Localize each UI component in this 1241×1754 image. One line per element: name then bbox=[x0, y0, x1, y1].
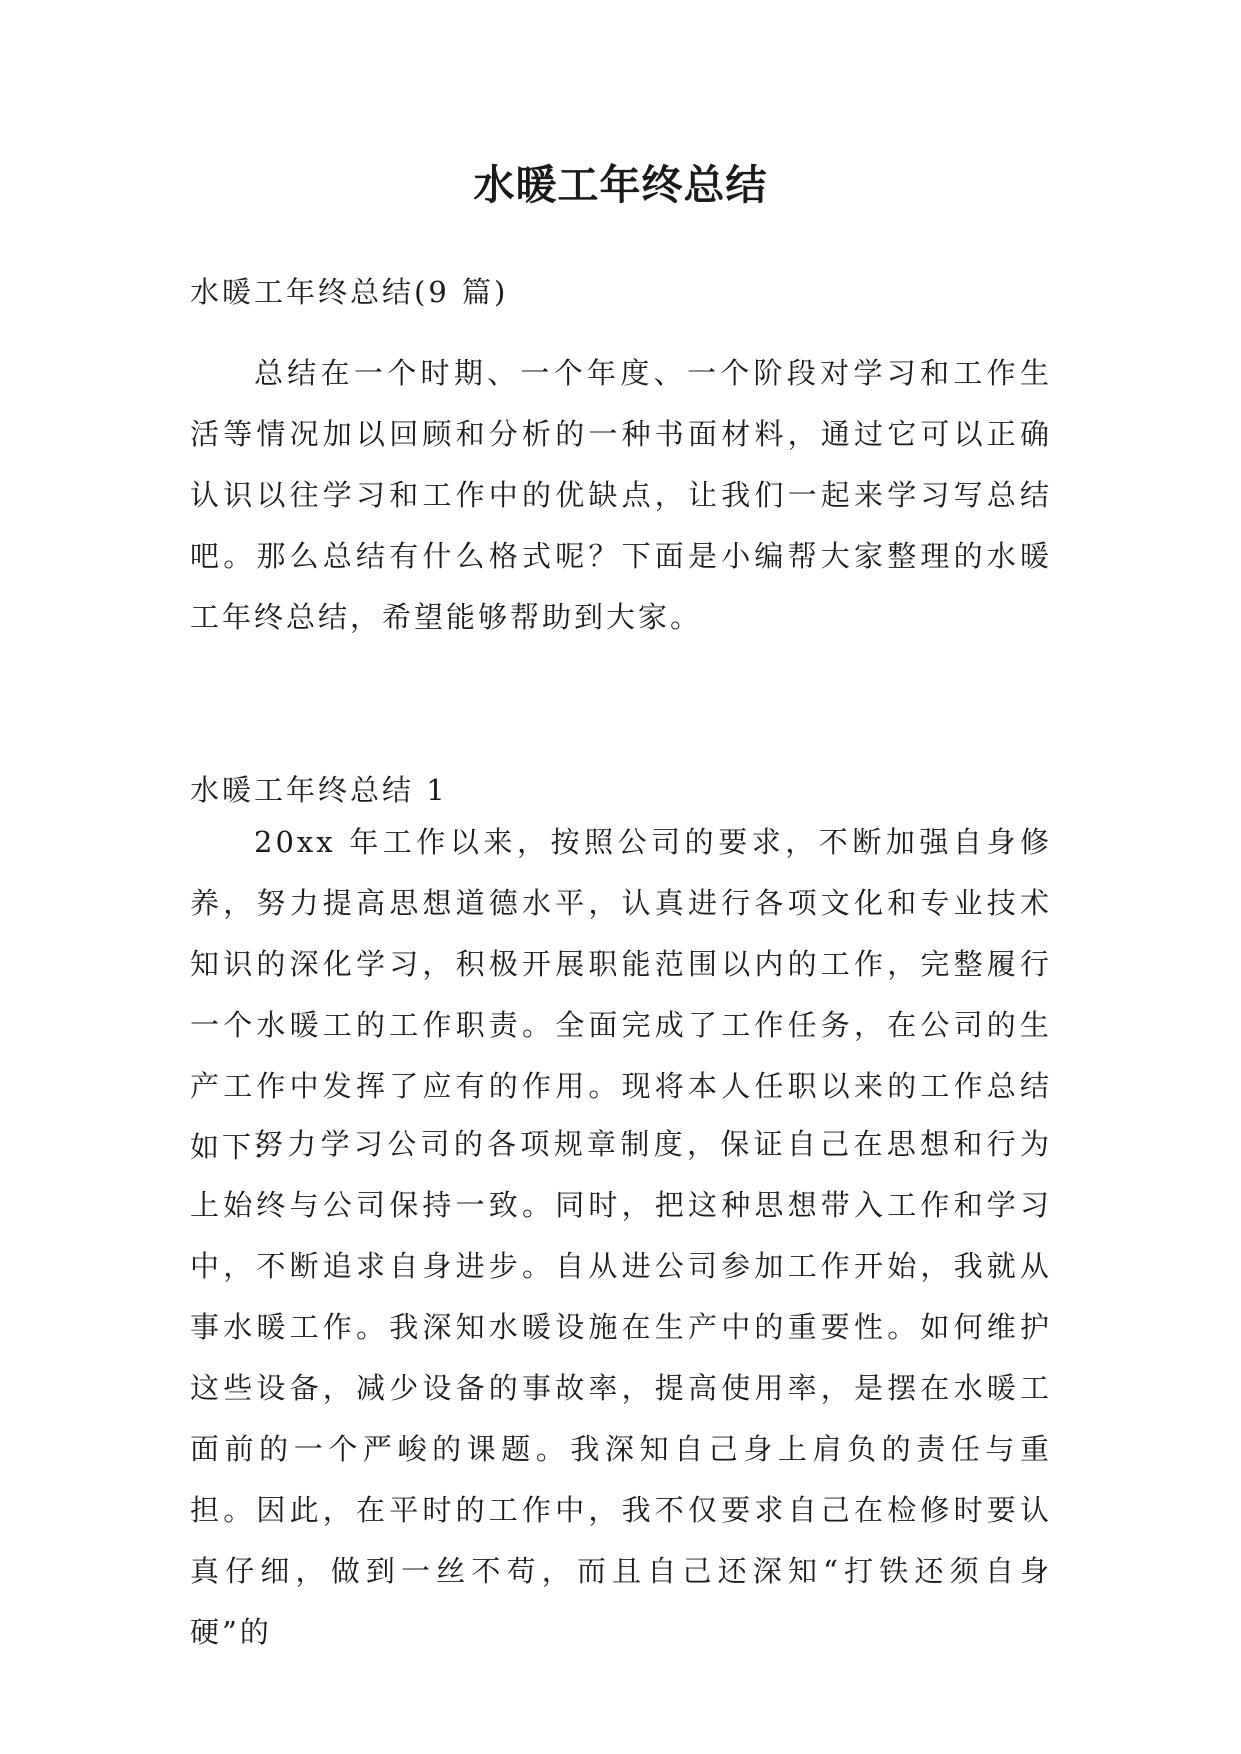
intro-paragraph: 总结在一个时期、一个年度、一个阶段对学习和工作生活等情况加以回顾和分析的一种书面材料，通过它可以正确认识以往学习和工作中的优缺点，让我们一起来学习写总结吧。那么总结有什么格式呢？下面是小编帮大家整理的水暖工年终总结，希望能够帮助到大家。 bbox=[190, 356, 1052, 634]
intro-heading: 水暖工年终总结(9 篇) bbox=[190, 275, 509, 309]
page-title: 水暖工年终总结 bbox=[473, 161, 768, 209]
section-1-paragraph-1: 20xx 年工作以来，按照公司的要求，不断加强自身修养，努力提高思想道德水平，认真进行各项文化和专业技术知识的深化学习，积极开展职能范围以内的工作，完整履行一个水暖工的工作职责。全面完成了工作任务，在公司的生产工作中发挥了应有的作用。现将本人任职以来的工作总结如下: bbox=[190, 825, 1052, 1164]
section-1-paragraph-2: 努力学习公司的各项规章制度，保证自己在思想和行为上始终与公司保持一致。同时，把这种思想带入工作和学习中，不断追求自身进步。自从进公司参加工作开始，我就从事水暖工作。我深知水暖设施在生产中的重要性。如何维护这些设备，减少设备的事故率，提高使用率，是摆在水暖工面前的一个严峻的课题。我深知自己身上肩负的责任与重担。因此，在平时的工作中，我不仅要求自己在检修时要认真仔细，做到一丝不苟，而且自己还深知“打铁还须自身硬”的 bbox=[190, 1127, 1052, 1649]
section-1-heading: 水暖工年终总结 1 bbox=[190, 773, 448, 807]
